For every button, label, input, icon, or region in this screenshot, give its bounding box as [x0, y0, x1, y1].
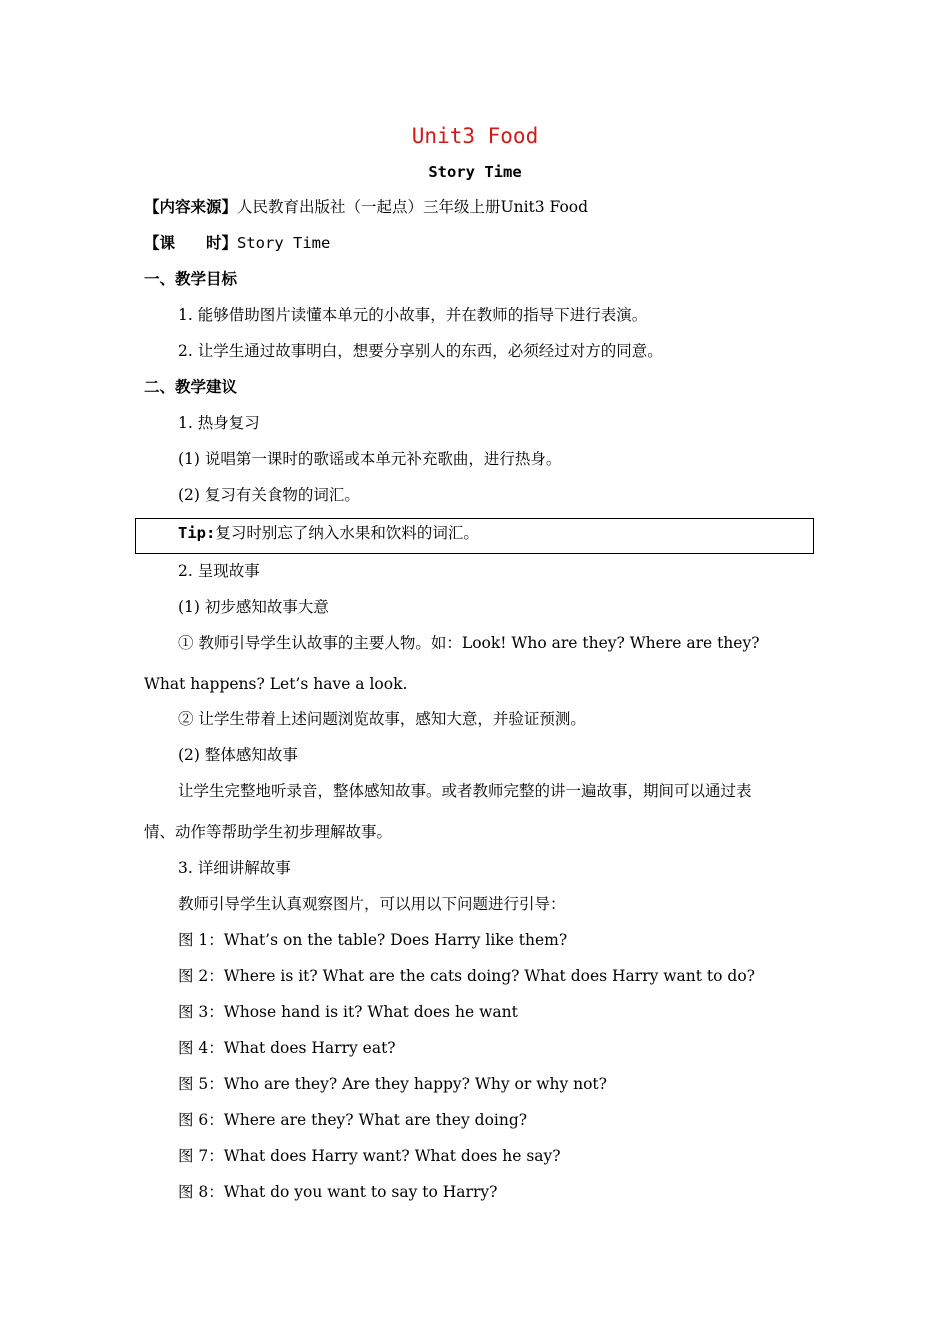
tip-box: [135, 518, 814, 554]
source-line: [144, 197, 588, 217]
tip-text: 复习时别忘了纳入水果和饮料的词汇。: [215, 524, 479, 542]
period-value: Story Time: [237, 234, 331, 252]
step2-b-line2: 情、动作等帮助学生初步理解故事。: [144, 823, 393, 841]
picture-question-2: 图 2：Where is it? What are the cats doing? What does Harry want to do?: [178, 967, 755, 985]
picture-question-8: 图 8：What do you want to say to Harry?: [178, 1183, 498, 1201]
step2-item-a: (1) 初步感知故事大意: [178, 598, 329, 616]
step1-item-b: (2) 复习有关食物的词汇。: [178, 486, 360, 504]
tip-line: [178, 523, 479, 543]
picture-question-1: 图 1：What’s on the table? Does Harry like them?: [178, 931, 568, 949]
picture-question-3: 图 3：Whose hand is it? What does he want: [178, 1003, 518, 1021]
tip-label: Tip:: [178, 524, 216, 542]
step2-b-line1: 让学生完整地听录音，整体感知故事。或者教师完整的讲一遍故事，期间可以通过表: [178, 782, 752, 800]
step2-item-b: (2) 整体感知故事: [178, 746, 298, 764]
picture-question-7: 图 7：What does Harry want? What does he say?: [178, 1147, 561, 1165]
picture-question-4: 图 4：What does Harry eat?: [178, 1039, 396, 1057]
step3-title: 3. 详细讲解故事: [178, 859, 291, 877]
step1-item-a: (1) 说唱第一课时的歌谣或本单元补充歌曲，进行热身。: [178, 450, 562, 468]
step1-title: 1. 热身复习: [178, 414, 260, 432]
period-label: 【课 时】: [144, 234, 238, 252]
step3-intro: 教师引导学生认真观察图片，可以用以下问题进行引导：: [178, 895, 566, 913]
period-line: [144, 233, 330, 253]
step2-a1-line2: What happens? Let’s have a look.: [144, 675, 408, 693]
goals-heading: 一、教学目标: [144, 270, 238, 288]
document-subtitle: Story Time: [428, 163, 522, 181]
advice-heading: 二、教学建议: [144, 378, 238, 396]
step2-a2: ② 让学生带着上述问题浏览故事，感知大意，并验证预测。: [178, 710, 586, 728]
source-label: 【内容来源】: [144, 198, 238, 216]
goal-2: 2. 让学生通过故事明白，想要分享别人的东西，必须经过对方的同意。: [178, 342, 663, 360]
step2-a1-line1: ① 教师引导学生认故事的主要人物。如：Look! Who are they? Where are they?: [178, 634, 760, 652]
step2-title: 2. 呈现故事: [178, 562, 260, 580]
source-value: 人民教育出版社（一起点）三年级上册Unit3 Food: [237, 198, 589, 216]
goal-1: 1. 能够借助图片读懂本单元的小故事，并在教师的指导下进行表演。: [178, 306, 648, 324]
document-title: Unit3 Food: [411, 124, 539, 148]
picture-question-6: 图 6：Where are they? What are they doing?: [178, 1111, 528, 1129]
picture-question-5: 图 5：Who are they? Are they happy? Why or why not?: [178, 1075, 607, 1093]
